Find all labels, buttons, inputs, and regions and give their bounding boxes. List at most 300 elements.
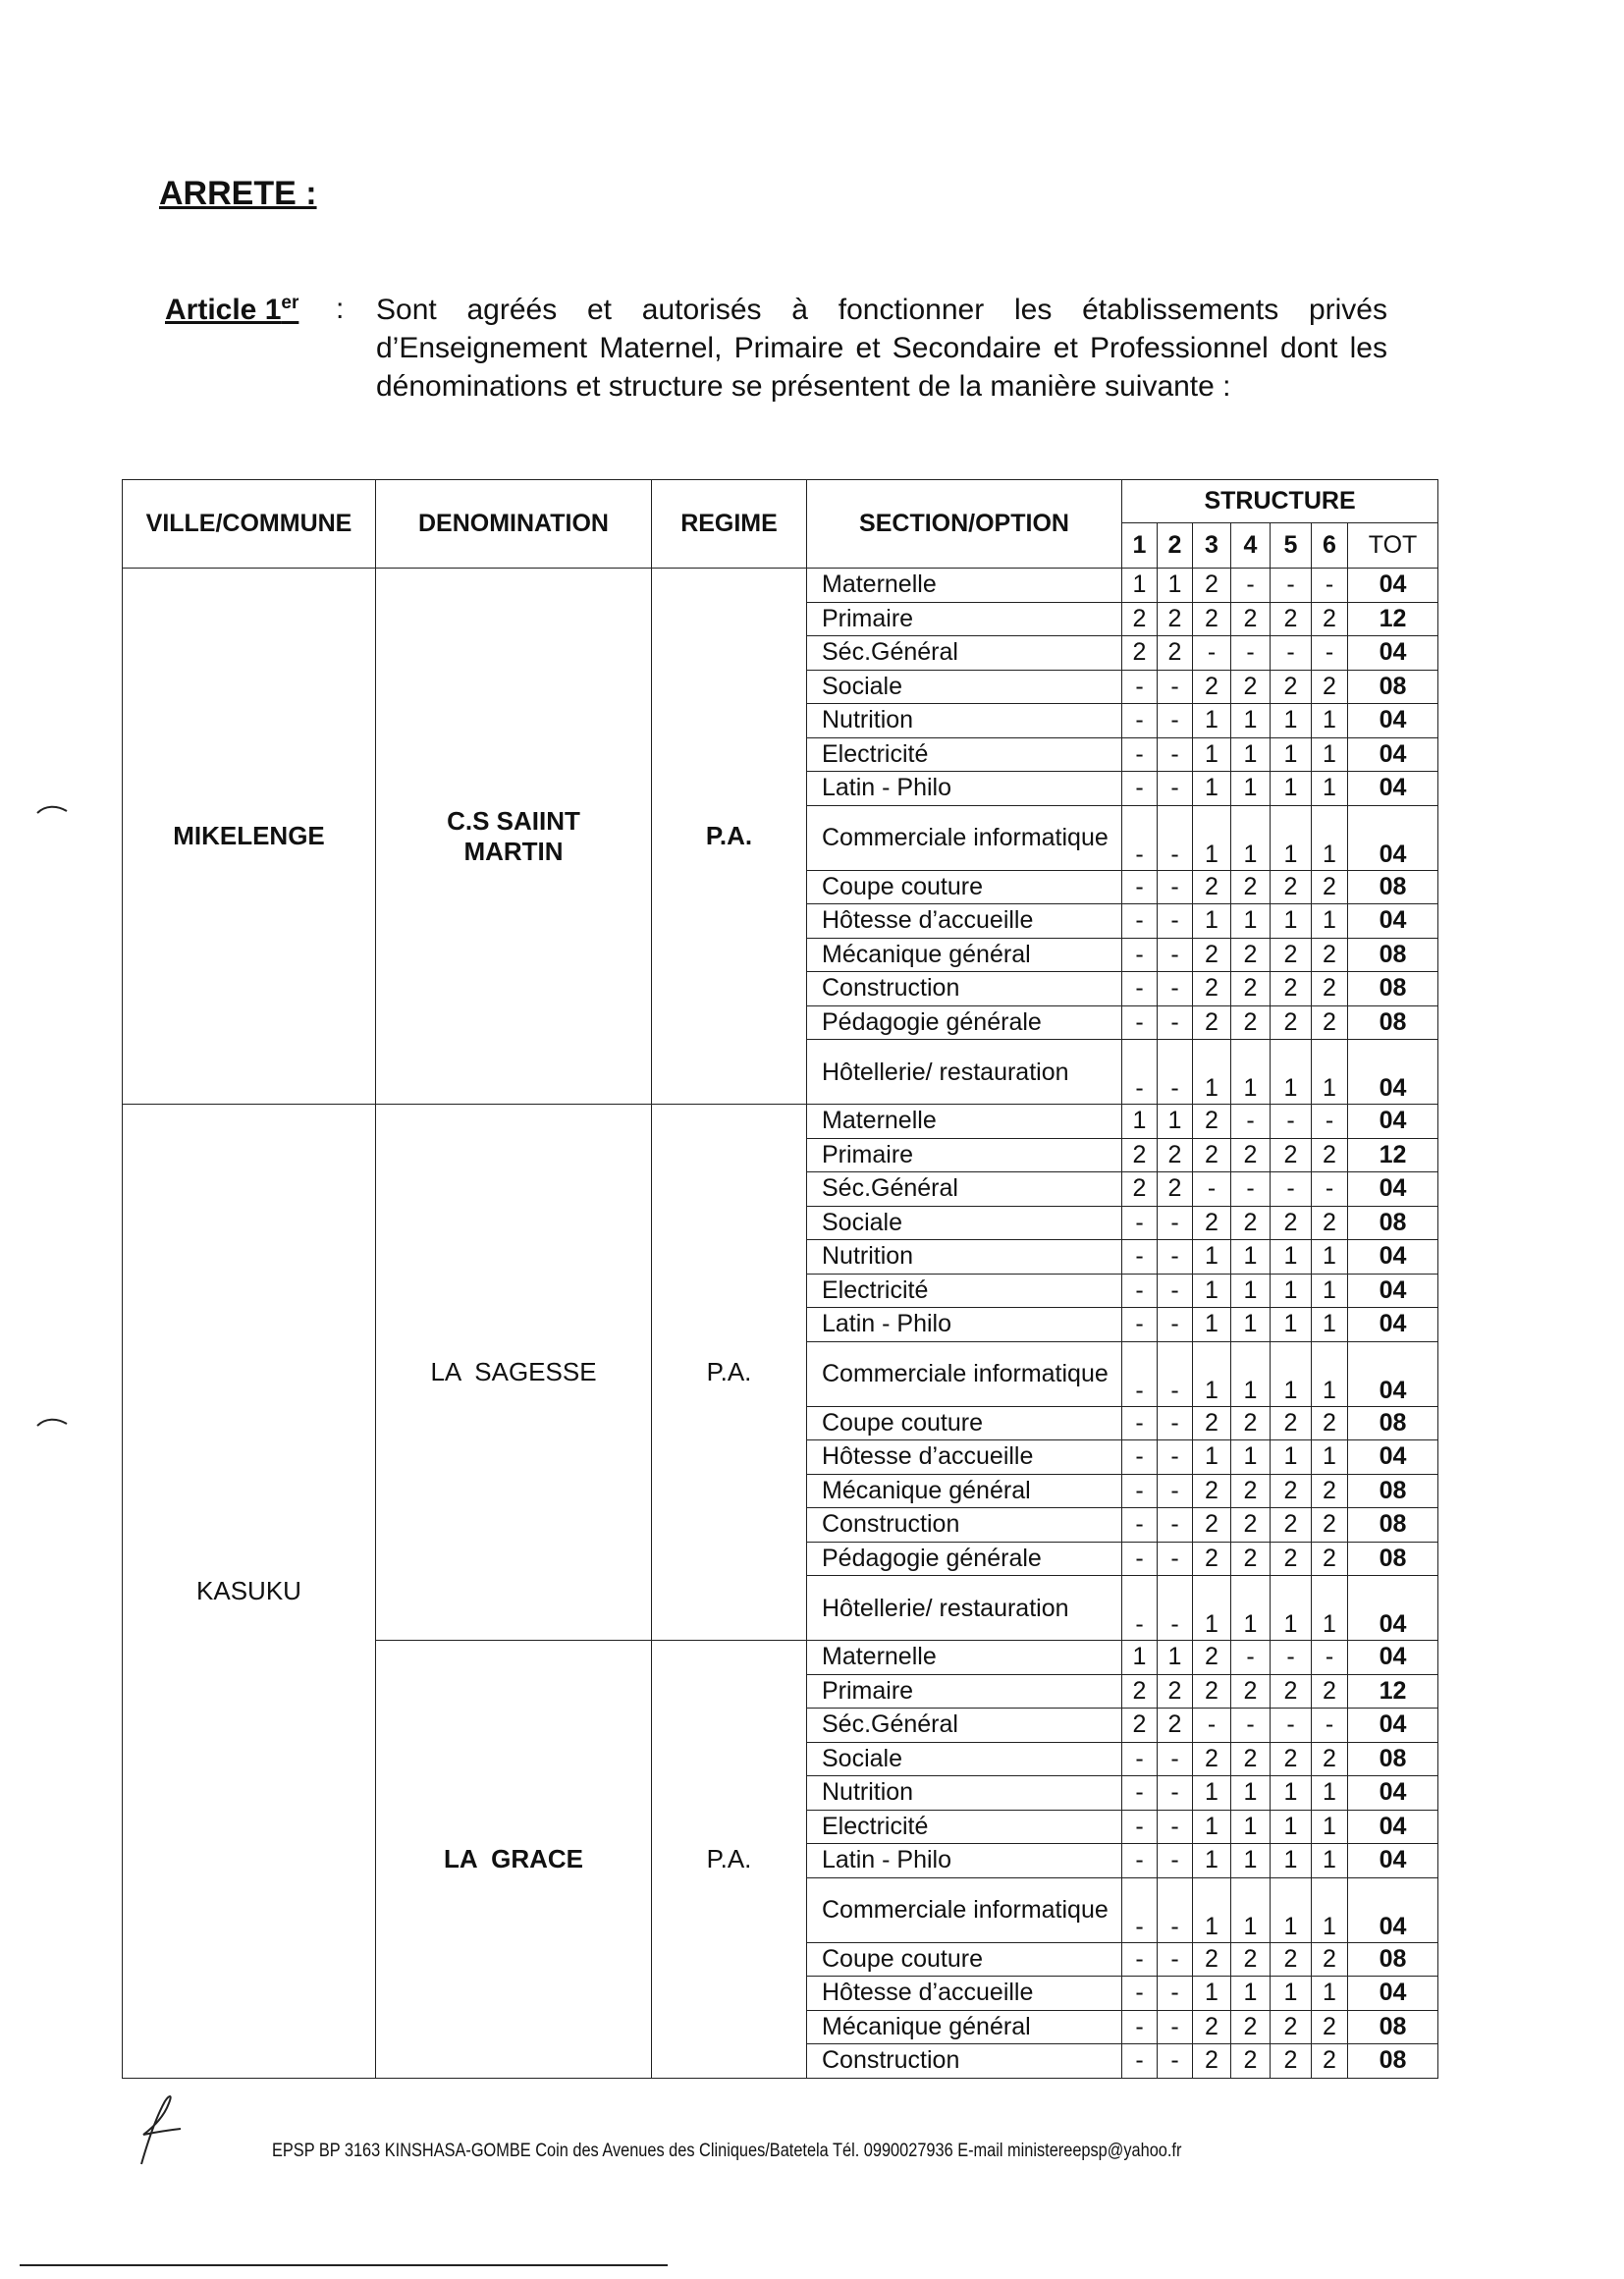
structure-value-cell: 1	[1271, 1440, 1312, 1475]
structure-value-cell: 1	[1193, 904, 1231, 939]
section-option-cell: Electricité	[807, 1810, 1122, 1844]
total-cell: 08	[1348, 938, 1438, 972]
structure-value-cell: 2	[1271, 2010, 1312, 2044]
section-option-cell: Séc.Général	[807, 1172, 1122, 1207]
structure-value-cell: 1	[1312, 1440, 1348, 1475]
structure-value-cell: 1	[1271, 1341, 1312, 1406]
section-option-cell: Maternelle	[807, 569, 1122, 603]
scan-mark	[35, 1416, 69, 1430]
structure-value-cell: -	[1122, 870, 1158, 904]
structure-value-cell: 2	[1231, 1674, 1271, 1709]
structure-value-cell: 1	[1193, 772, 1231, 806]
total-cell: 04	[1348, 1776, 1438, 1811]
structure-value-cell: 1	[1193, 1977, 1231, 2011]
section-option-cell: Electricité	[807, 1274, 1122, 1308]
ville-cell	[123, 569, 376, 1105]
structure-value-cell: 2	[1312, 1542, 1348, 1576]
section-option-cell: Construction	[807, 972, 1122, 1006]
structure-value-cell: -	[1158, 1406, 1193, 1440]
bottom-rule	[20, 2264, 668, 2266]
school-name: LA SAGESSE	[430, 1357, 597, 1386]
structure-value-cell: -	[1158, 2044, 1193, 2079]
structure-value-cell: -	[1122, 1942, 1158, 1977]
structure-value-cell: -	[1122, 805, 1158, 870]
section-option-cell: Coupe couture	[807, 1406, 1122, 1440]
section-option-cell: Maternelle	[807, 1641, 1122, 1675]
total-cell: 08	[1348, 1542, 1438, 1576]
structure-value-cell: 2	[1193, 1742, 1231, 1776]
structure-value-cell: -	[1122, 1844, 1158, 1878]
structure-value-cell: 1	[1271, 1776, 1312, 1811]
structure-value-cell: 2	[1193, 1474, 1231, 1508]
structure-value-cell: 2	[1312, 1508, 1348, 1543]
section-option-cell: Primaire	[807, 1138, 1122, 1172]
structure-value-cell: 2	[1312, 2044, 1348, 2079]
structure-value-cell: -	[1122, 1308, 1158, 1342]
total-cell: 04	[1348, 1172, 1438, 1207]
structure-value-cell: 2	[1193, 1406, 1231, 1440]
section-option-cell: Hôtesse d’accueille	[807, 904, 1122, 939]
total-cell: 04	[1348, 737, 1438, 772]
regime-value: P.A.	[705, 821, 753, 850]
header-col-6: 6	[1312, 523, 1348, 569]
structure-value-cell: 2	[1193, 870, 1231, 904]
structure-value-cell: -	[1122, 904, 1158, 939]
structure-value-cell: 1	[1231, 904, 1271, 939]
total-cell: 08	[1348, 2044, 1438, 2079]
structure-value-cell: 2	[1312, 1406, 1348, 1440]
structure-value-cell: 2	[1193, 1542, 1231, 1576]
structure-value-cell: 2	[1312, 938, 1348, 972]
structure-value-cell: -	[1193, 1172, 1231, 1207]
total-cell: 08	[1348, 670, 1438, 704]
structure-value-cell: 2	[1312, 1206, 1348, 1240]
structure-value-cell: 1	[1312, 1776, 1348, 1811]
article-ordinal: er	[281, 293, 299, 313]
structure-value-cell: -	[1231, 1172, 1271, 1207]
structure-value-cell: 1	[1193, 1576, 1231, 1641]
structure-value-cell: 2	[1271, 1005, 1312, 1040]
structure-value-cell: 2	[1231, 870, 1271, 904]
structure-value-cell: -	[1122, 772, 1158, 806]
structure-value-cell: -	[1158, 1742, 1193, 1776]
structure-value-cell: 1	[1122, 1105, 1158, 1139]
structure-value-cell: -	[1158, 904, 1193, 939]
structure-value-cell: -	[1158, 1440, 1193, 1475]
ville-name: MIKELENGE	[173, 821, 325, 850]
structure-value-cell: -	[1158, 1844, 1193, 1878]
structure-value-cell: 2	[1231, 1542, 1271, 1576]
structure-value-cell: 1	[1231, 1844, 1271, 1878]
structure-value-cell: 1	[1231, 1776, 1271, 1811]
regime-value: P.A.	[706, 1357, 752, 1386]
article-colon: :	[336, 293, 345, 325]
structure-value-cell: 2	[1271, 1542, 1312, 1576]
structure-value-cell: -	[1193, 1709, 1231, 1743]
section-option-cell: Nutrition	[807, 704, 1122, 738]
structure-value-cell: -	[1158, 1040, 1193, 1105]
denomination-cell	[376, 1641, 652, 2079]
structure-value-cell: -	[1231, 636, 1271, 671]
structure-value-cell: 1	[1312, 772, 1348, 806]
structure-value-cell: 2	[1193, 1005, 1231, 1040]
section-option-cell: Pédagogie générale	[807, 1542, 1122, 1576]
structure-value-cell: 1	[1312, 1341, 1348, 1406]
structure-value-cell: 2	[1193, 1674, 1231, 1709]
structure-value-cell: 1	[1193, 1810, 1231, 1844]
structure-value-cell: 2	[1193, 1105, 1231, 1139]
structure-value-cell: 1	[1312, 1240, 1348, 1275]
structure-value-cell: -	[1158, 670, 1193, 704]
structure-value-cell: 2	[1122, 1709, 1158, 1743]
structure-value-cell: 1	[1271, 904, 1312, 939]
structure-value-cell: 2	[1271, 1206, 1312, 1240]
structure-value-cell: 1	[1271, 805, 1312, 870]
structure-value-cell: 1	[1271, 1844, 1312, 1878]
structure-value-cell: 2	[1271, 1742, 1312, 1776]
structure-value-cell: 1	[1158, 569, 1193, 603]
structure-value-cell: 1	[1193, 1341, 1231, 1406]
structure-value-cell: 1	[1193, 805, 1231, 870]
section-option-cell: Latin - Philo	[807, 772, 1122, 806]
section-option-cell: Electricité	[807, 737, 1122, 772]
structure-value-cell: 2	[1271, 1474, 1312, 1508]
structure-value-cell: -	[1312, 1172, 1348, 1207]
structure-value-cell: 2	[1271, 1942, 1312, 1977]
section-option-cell: Sociale	[807, 1206, 1122, 1240]
section-option-cell: Latin - Philo	[807, 1844, 1122, 1878]
structure-value-cell: 2	[1271, 1674, 1312, 1709]
section-option-cell: Primaire	[807, 602, 1122, 636]
structure-value-cell: 2	[1231, 1005, 1271, 1040]
structure-value-cell: 2	[1271, 602, 1312, 636]
section-option-cell: Construction	[807, 1508, 1122, 1543]
structure-value-cell: -	[1158, 1576, 1193, 1641]
header-section: SECTION/OPTION	[807, 480, 1122, 569]
structure-value-cell: -	[1122, 1206, 1158, 1240]
structure-value-cell: 2	[1158, 1674, 1193, 1709]
structure-value-cell: -	[1122, 1508, 1158, 1543]
structure-value-cell: 2	[1193, 1641, 1231, 1675]
structure-value-cell: 2	[1312, 972, 1348, 1006]
total-cell: 12	[1348, 602, 1438, 636]
structure-value-cell: 2	[1231, 1406, 1271, 1440]
structure-value-cell: 2	[1271, 972, 1312, 1006]
total-cell: 08	[1348, 972, 1438, 1006]
total-cell: 08	[1348, 1005, 1438, 1040]
structure-value-cell: -	[1158, 1508, 1193, 1543]
structure-value-cell: -	[1122, 1440, 1158, 1475]
total-cell: 08	[1348, 1942, 1438, 1977]
total-cell: 04	[1348, 636, 1438, 671]
structure-value-cell: 2	[1231, 2044, 1271, 2079]
section-option-cell: Latin - Philo	[807, 1308, 1122, 1342]
structure-value-cell: 1	[1271, 1977, 1312, 2011]
structure-value-cell: -	[1193, 636, 1231, 671]
structure-value-cell: 2	[1231, 1942, 1271, 1977]
structure-value-cell: -	[1158, 1474, 1193, 1508]
structure-value-cell: -	[1158, 704, 1193, 738]
structure-value-cell: 1	[1122, 1641, 1158, 1675]
header-col-2: 2	[1158, 523, 1193, 569]
structure-value-cell: 2	[1122, 1172, 1158, 1207]
denomination-cell	[376, 1105, 652, 1641]
structure-value-cell: -	[1271, 1641, 1312, 1675]
structure-value-cell: 2	[1193, 602, 1231, 636]
structure-value-cell: 1	[1312, 1308, 1348, 1342]
structure-value-cell: -	[1312, 569, 1348, 603]
structure-value-cell: -	[1312, 1105, 1348, 1139]
structure-value-cell: 2	[1193, 1206, 1231, 1240]
total-cell: 04	[1348, 904, 1438, 939]
structure-value-cell: 2	[1312, 870, 1348, 904]
structure-value-cell: -	[1122, 1776, 1158, 1811]
section-option-cell: Mécanique général	[807, 2010, 1122, 2044]
structure-value-cell: 2	[1271, 1138, 1312, 1172]
header-col-1: 1	[1122, 523, 1158, 569]
structure-value-cell: -	[1312, 636, 1348, 671]
structure-value-cell: 2	[1193, 2044, 1231, 2079]
structure-value-cell: 2	[1271, 2044, 1312, 2079]
structure-value-cell: 2	[1193, 938, 1231, 972]
structure-value-cell: 1	[1312, 737, 1348, 772]
footer-address: EPSP BP 3163 KINSHASA-GOMBE Coin des Avenues des Cliniques/Batetela Tél. 0990027936 E-mail ministereepsp@yahoo.fr	[272, 2141, 1182, 2161]
section-option-cell: Nutrition	[807, 1776, 1122, 1811]
structure-value-cell: 1	[1158, 1105, 1193, 1139]
structure-value-cell: -	[1271, 636, 1312, 671]
structure-value-cell: -	[1158, 772, 1193, 806]
section-option-cell: Maternelle	[807, 1105, 1122, 1139]
structure-value-cell: 1	[1271, 737, 1312, 772]
total-cell: 04	[1348, 1877, 1438, 1942]
structure-value-cell: 1	[1271, 1308, 1312, 1342]
school-name: C.S SAIINT MARTIN	[447, 805, 588, 866]
structure-value-cell: -	[1158, 737, 1193, 772]
structure-value-cell: 2	[1312, 1942, 1348, 1977]
structure-value-cell: -	[1158, 1942, 1193, 1977]
structure-value-cell: 1	[1193, 1040, 1231, 1105]
structure-value-cell: 1	[1231, 737, 1271, 772]
structure-value-cell: -	[1122, 1040, 1158, 1105]
structure-value-cell: 1	[1231, 704, 1271, 738]
structure-value-cell: 2	[1231, 1508, 1271, 1543]
structure-value-cell: 2	[1312, 1005, 1348, 1040]
structure-value-cell: -	[1271, 1105, 1312, 1139]
structure-value-cell: 1	[1271, 1877, 1312, 1942]
structure-value-cell: 1	[1193, 1274, 1231, 1308]
structure-value-cell: 1	[1122, 569, 1158, 603]
total-cell: 04	[1348, 1709, 1438, 1743]
structure-value-cell: -	[1122, 1977, 1158, 2011]
structure-value-cell: 1	[1312, 1977, 1348, 2011]
section-option-cell: Coupe couture	[807, 1942, 1122, 1977]
structure-value-cell: 1	[1193, 1844, 1231, 1878]
ville-cell	[123, 1105, 376, 2079]
ville-name: KASUKU	[196, 1575, 301, 1605]
total-cell: 04	[1348, 1240, 1438, 1275]
total-cell: 04	[1348, 1576, 1438, 1641]
structure-value-cell: -	[1158, 2010, 1193, 2044]
structure-value-cell: 1	[1312, 1040, 1348, 1105]
structure-value-cell: 2	[1231, 602, 1271, 636]
article-text: Sont agréés et autorisés à fonctionner les établissements privés d’Enseignement Maternel, Primaire et Secondaire et Professionnel dont les dénominations et structure se présentent de la manière suivante :	[376, 294, 1387, 403]
regime-value: P.A.	[706, 1843, 752, 1873]
structure-value-cell: 2	[1231, 1474, 1271, 1508]
structure-value-cell: -	[1158, 938, 1193, 972]
structure-value-cell: 2	[1231, 1206, 1271, 1240]
structure-value-cell: 2	[1193, 1508, 1231, 1543]
section-option-cell: Hôtellerie/ restauration	[807, 1040, 1122, 1105]
total-cell: 04	[1348, 1844, 1438, 1878]
structure-value-cell: 1	[1231, 1977, 1271, 2011]
establishments-table	[122, 479, 1438, 2079]
table-body	[123, 569, 1438, 2079]
section-option-cell: Pédagogie générale	[807, 1005, 1122, 1040]
structure-value-cell: 2	[1193, 972, 1231, 1006]
structure-value-cell: -	[1312, 1641, 1348, 1675]
structure-value-cell: 1	[1231, 1810, 1271, 1844]
total-cell: 08	[1348, 1206, 1438, 1240]
structure-value-cell: 2	[1231, 1742, 1271, 1776]
structure-value-cell: 2	[1271, 870, 1312, 904]
structure-value-cell: -	[1158, 972, 1193, 1006]
structure-value-cell: -	[1158, 1005, 1193, 1040]
denomination-cell	[376, 569, 652, 1105]
header-col-3: 3	[1193, 523, 1231, 569]
structure-value-cell: 2	[1158, 636, 1193, 671]
section-option-cell: Mécanique général	[807, 938, 1122, 972]
structure-value-cell: 2	[1158, 602, 1193, 636]
structure-value-cell: 1	[1193, 1308, 1231, 1342]
structure-value-cell: 2	[1271, 1406, 1312, 1440]
structure-value-cell: -	[1122, 972, 1158, 1006]
header-regime: REGIME	[652, 480, 807, 569]
total-cell: 08	[1348, 1406, 1438, 1440]
structure-value-cell: -	[1122, 1742, 1158, 1776]
total-cell: 04	[1348, 1977, 1438, 2011]
structure-value-cell: 2	[1271, 670, 1312, 704]
structure-value-cell: 1	[1193, 1776, 1231, 1811]
total-cell: 04	[1348, 569, 1438, 603]
structure-value-cell: 1	[1193, 737, 1231, 772]
structure-value-cell: -	[1158, 1274, 1193, 1308]
section-option-cell: Hôtesse d’accueille	[807, 1977, 1122, 2011]
structure-value-cell: -	[1271, 1709, 1312, 1743]
structure-value-cell: -	[1122, 1474, 1158, 1508]
structure-value-cell: 1	[1193, 1440, 1231, 1475]
structure-value-cell: 1	[1231, 1440, 1271, 1475]
structure-value-cell: 1	[1231, 1040, 1271, 1105]
regime-cell	[652, 1641, 807, 2079]
section-option-cell: Sociale	[807, 670, 1122, 704]
structure-value-cell: 2	[1158, 1709, 1193, 1743]
structure-value-cell: -	[1158, 1308, 1193, 1342]
structure-value-cell: -	[1158, 805, 1193, 870]
header-structure: STRUCTURE	[1122, 480, 1438, 523]
section-option-cell: Hôtesse d’accueille	[807, 1440, 1122, 1475]
total-cell: 08	[1348, 2010, 1438, 2044]
structure-value-cell: -	[1122, 1406, 1158, 1440]
structure-value-cell: 1	[1271, 1274, 1312, 1308]
structure-value-cell: 1	[1271, 1810, 1312, 1844]
structure-value-cell: 1	[1312, 1810, 1348, 1844]
section-option-cell: Coupe couture	[807, 870, 1122, 904]
structure-value-cell: -	[1231, 1709, 1271, 1743]
structure-value-cell: 1	[1158, 1641, 1193, 1675]
section-option-cell: Commerciale informatique	[807, 1877, 1122, 1942]
total-cell: 08	[1348, 1474, 1438, 1508]
structure-value-cell: -	[1158, 1240, 1193, 1275]
structure-value-cell: 1	[1193, 704, 1231, 738]
section-option-cell: Hôtellerie/ restauration	[807, 1576, 1122, 1641]
structure-value-cell: 2	[1271, 1508, 1312, 1543]
header-denomination: DENOMINATION	[376, 480, 652, 569]
structure-value-cell: 1	[1312, 1274, 1348, 1308]
structure-value-cell: -	[1122, 1576, 1158, 1641]
structure-value-cell: -	[1122, 1274, 1158, 1308]
structure-value-cell: 1	[1312, 1844, 1348, 1878]
section-option-cell: Commerciale informatique	[807, 805, 1122, 870]
structure-value-cell: 2	[1122, 1138, 1158, 1172]
structure-value-cell: -	[1122, 670, 1158, 704]
structure-value-cell: 2	[1231, 938, 1271, 972]
total-cell: 04	[1348, 805, 1438, 870]
structure-value-cell: -	[1122, 2010, 1158, 2044]
structure-value-cell: -	[1158, 870, 1193, 904]
structure-value-cell: 2	[1312, 2010, 1348, 2044]
section-option-cell: Nutrition	[807, 1240, 1122, 1275]
structure-value-cell: -	[1312, 1709, 1348, 1743]
section-option-cell: Construction	[807, 2044, 1122, 2079]
structure-value-cell: -	[1122, 1877, 1158, 1942]
total-cell: 04	[1348, 1274, 1438, 1308]
section-option-cell: Primaire	[807, 1674, 1122, 1709]
structure-value-cell: 1	[1193, 1877, 1231, 1942]
regime-cell	[652, 1105, 807, 1641]
structure-value-cell: 2	[1193, 670, 1231, 704]
structure-value-cell: 2	[1312, 1138, 1348, 1172]
structure-value-cell: 1	[1231, 1877, 1271, 1942]
header-col-5: 5	[1271, 523, 1312, 569]
total-cell: 04	[1348, 1040, 1438, 1105]
article-number: Article 1	[165, 294, 282, 326]
structure-value-cell: -	[1122, 938, 1158, 972]
section-option-cell: Mécanique général	[807, 1474, 1122, 1508]
structure-value-cell: -	[1122, 1810, 1158, 1844]
scan-mark	[35, 803, 69, 817]
structure-value-cell: 1	[1312, 805, 1348, 870]
total-cell: 04	[1348, 772, 1438, 806]
structure-value-cell: 2	[1312, 1674, 1348, 1709]
header-tot: TOT	[1348, 523, 1438, 569]
structure-value-cell: 1	[1271, 704, 1312, 738]
structure-value-cell: -	[1158, 1206, 1193, 1240]
section-option-cell: Sociale	[807, 1742, 1122, 1776]
structure-value-cell: 1	[1271, 772, 1312, 806]
structure-value-cell: -	[1122, 1240, 1158, 1275]
total-cell: 04	[1348, 1810, 1438, 1844]
structure-value-cell: -	[1271, 1172, 1312, 1207]
structure-value-cell: 2	[1271, 938, 1312, 972]
total-cell: 08	[1348, 1742, 1438, 1776]
total-cell: 04	[1348, 1440, 1438, 1475]
structure-value-cell: 2	[1122, 602, 1158, 636]
structure-value-cell: -	[1122, 1542, 1158, 1576]
total-cell: 08	[1348, 870, 1438, 904]
structure-value-cell: 2	[1158, 1138, 1193, 1172]
structure-value-cell: -	[1158, 1877, 1193, 1942]
total-cell: 04	[1348, 1105, 1438, 1139]
